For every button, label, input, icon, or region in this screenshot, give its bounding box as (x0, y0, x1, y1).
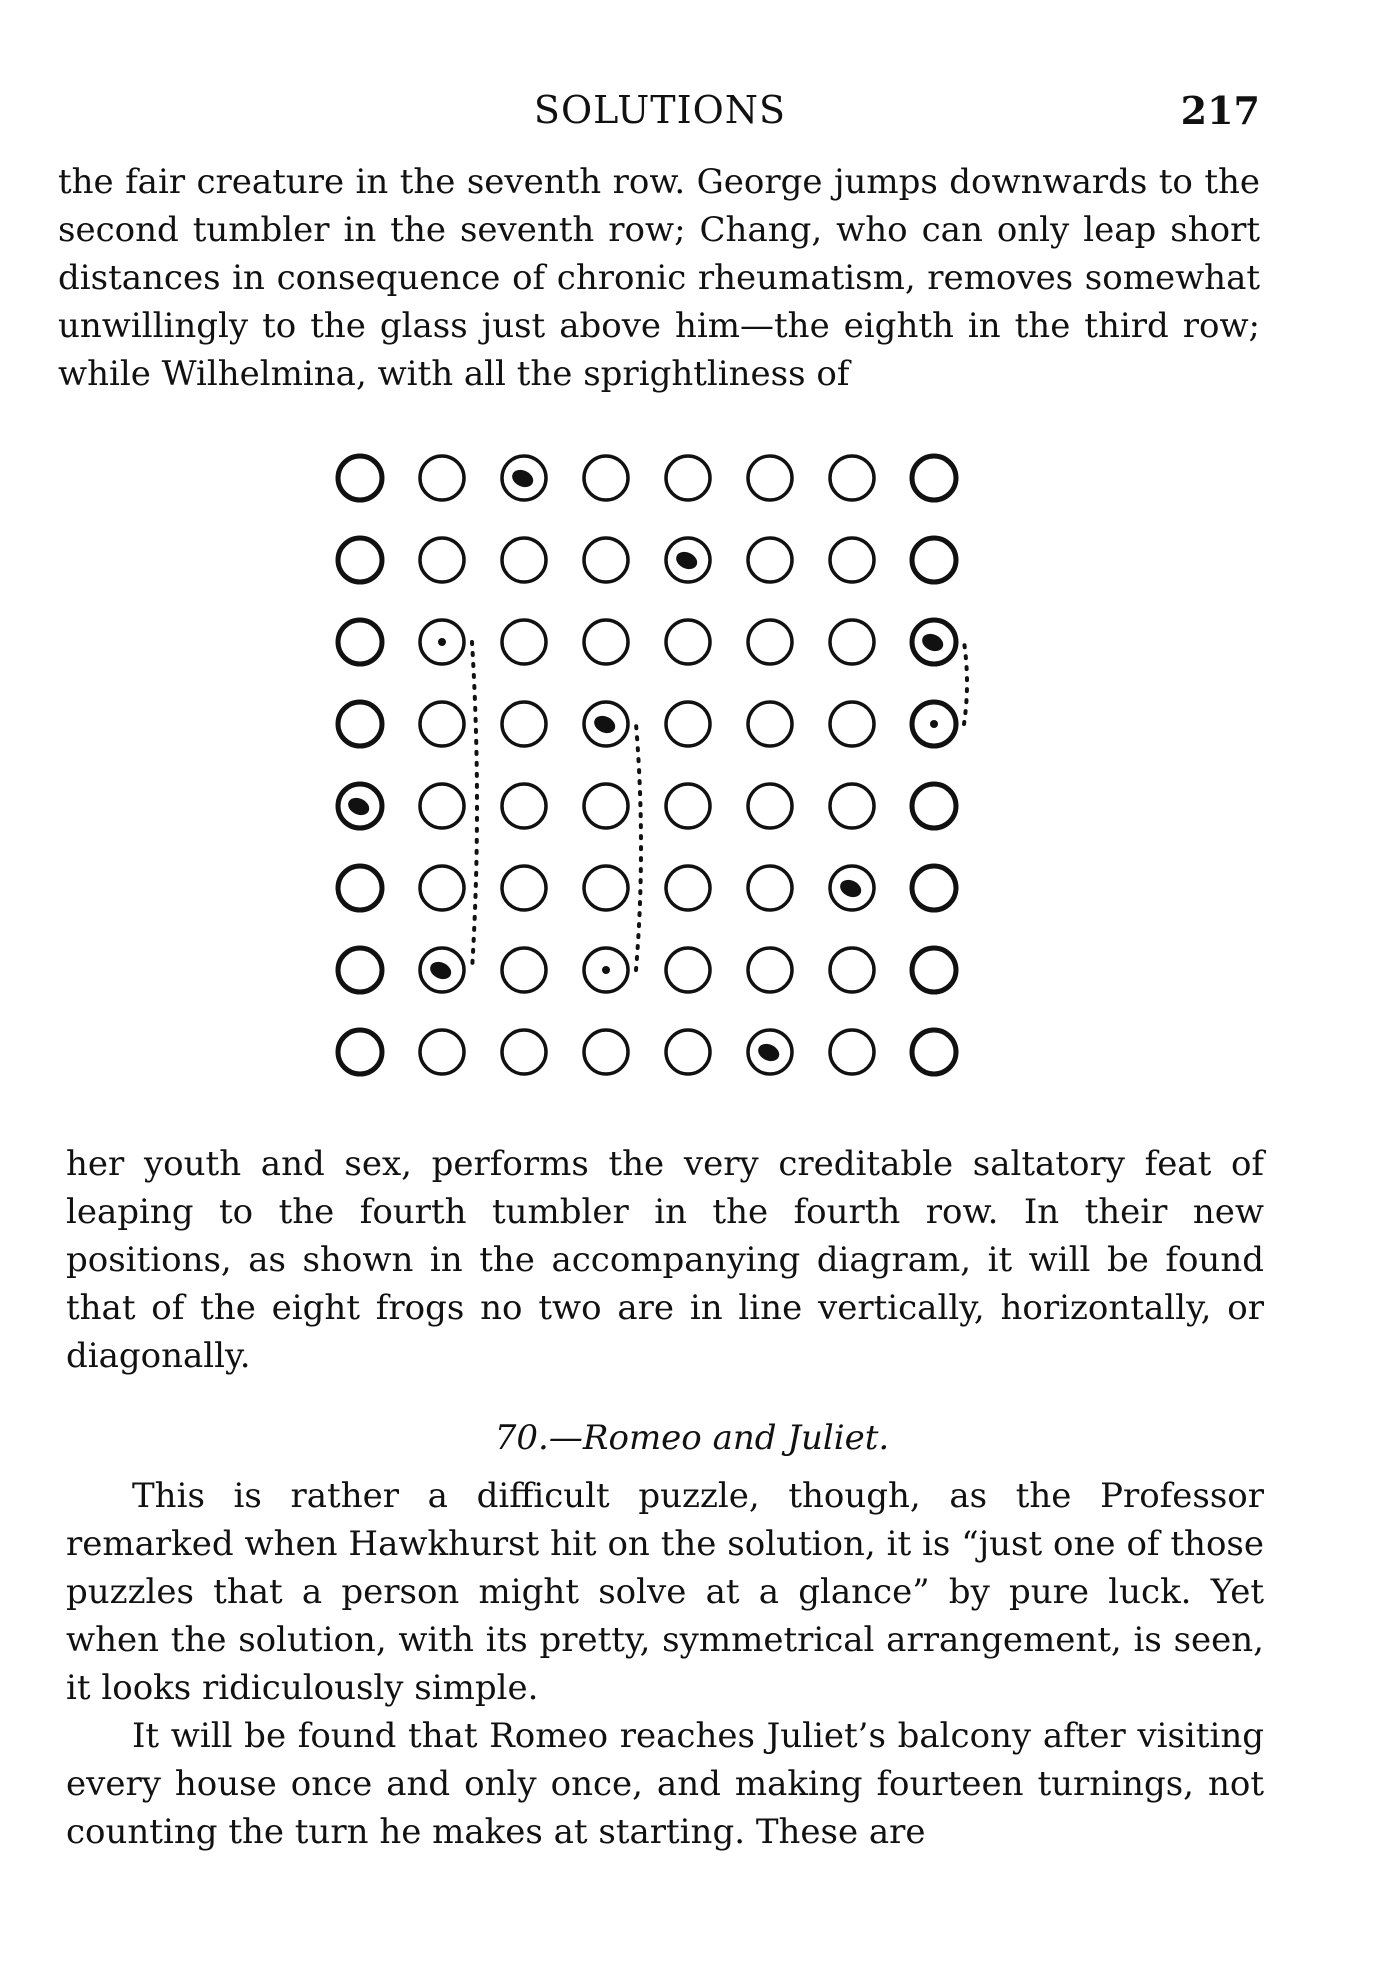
tumbler (420, 1030, 464, 1074)
tumbler (502, 620, 546, 664)
tumbler (420, 456, 464, 500)
tumbler (338, 866, 382, 910)
tumbler (338, 1030, 382, 1074)
running-header (60, 82, 1260, 142)
tumbler (666, 866, 710, 910)
tumbler (830, 948, 874, 992)
jump-path (964, 642, 967, 724)
tumbler (748, 702, 792, 746)
tumbler (666, 620, 710, 664)
tumbler (584, 866, 628, 910)
paragraph-bottom-2: It will be found that Romeo reaches Juliet’s balcony after visiting every house once and only once, and making fourteen turnings, not counting the turn he makes at starting. These are (66, 1716, 1264, 1852)
tumbler (666, 948, 710, 992)
tumbler (502, 948, 546, 992)
frog-mark (837, 877, 864, 901)
jump-path (472, 642, 477, 970)
tumbler (584, 1030, 628, 1074)
tumbler (584, 538, 628, 582)
jump-path (636, 724, 641, 970)
diagram-svg (300, 430, 1020, 1130)
tumbler (830, 702, 874, 746)
tumbler (912, 948, 956, 992)
tumbler (748, 866, 792, 910)
tumbler (666, 456, 710, 500)
frog-mark (673, 549, 700, 573)
page-number: 217 (1180, 88, 1260, 133)
tumbler (830, 456, 874, 500)
frog-tumbler-diagram (300, 430, 1020, 1130)
tumbler (748, 620, 792, 664)
tumbler (502, 784, 546, 828)
paragraph-bottom-1: This is rather a difficult puzzle, though, as the Professor remarked when Hawkhurst hit on the solution, it is “just one of those puzzles that a person might solve at a glance” by pure luck. Yet when the solution, with its pretty, symmetrical arrangement, is seen, it looks ridiculously simple. (66, 1476, 1264, 1708)
tumbler (912, 1030, 956, 1074)
vacated-marker (930, 720, 938, 728)
paragraph-middle (66, 1140, 1264, 1380)
paragraph-top (58, 158, 1260, 398)
vacated-marker (602, 966, 610, 974)
tumbler (666, 784, 710, 828)
tumbler (420, 538, 464, 582)
frog-mark (755, 1041, 782, 1065)
tumbler (584, 620, 628, 664)
tumbler (420, 784, 464, 828)
vacated-marker (438, 638, 446, 646)
paragraphs-bottom (66, 1472, 1264, 1856)
frog-mark (427, 959, 454, 983)
tumbler (666, 1030, 710, 1074)
tumbler (912, 784, 956, 828)
tumbler (502, 538, 546, 582)
paragraph-top-text: the fair creature in the seventh row. George jumps downwards to the second tumbler in the seventh row; Chang, who can only leap short distances in consequence of chronic rheumatism, removes somewhat unwillingly to the glass just above him—the eighth in the third row; while Wilhelmina, with all the sprightliness of (58, 162, 1260, 394)
tumbler (666, 702, 710, 746)
tumbler (584, 784, 628, 828)
section-heading: 70.—Romeo and Juliet. (494, 1418, 890, 1458)
frog-mark (591, 713, 618, 737)
tumbler (420, 702, 464, 746)
tumbler (338, 948, 382, 992)
tumbler (502, 702, 546, 746)
tumbler (420, 866, 464, 910)
tumbler (830, 1030, 874, 1074)
tumbler (912, 866, 956, 910)
paragraph-middle-text: her youth and sex, performs the very creditable saltatory feat of leaping to the fourth tumbler in the fourth row. In their new positions, as shown in the accompanying diagram, it will be found that of the eight frogs no two are in line vertically, horizontally, or diagonally. (66, 1144, 1264, 1376)
tumbler (912, 538, 956, 582)
tumbler (338, 620, 382, 664)
tumbler (830, 620, 874, 664)
tumbler (338, 702, 382, 746)
frog-mark (345, 795, 372, 819)
tumbler (338, 538, 382, 582)
tumbler (502, 866, 546, 910)
tumbler (830, 538, 874, 582)
frog-mark (919, 631, 946, 655)
frog-mark (509, 467, 536, 491)
tumbler (748, 784, 792, 828)
tumbler (584, 456, 628, 500)
tumbler (912, 456, 956, 500)
tumbler (748, 456, 792, 500)
tumbler (748, 538, 792, 582)
tumbler (502, 1030, 546, 1074)
tumbler (830, 784, 874, 828)
running-title: SOLUTIONS (533, 88, 787, 132)
tumbler (748, 948, 792, 992)
tumbler (338, 456, 382, 500)
